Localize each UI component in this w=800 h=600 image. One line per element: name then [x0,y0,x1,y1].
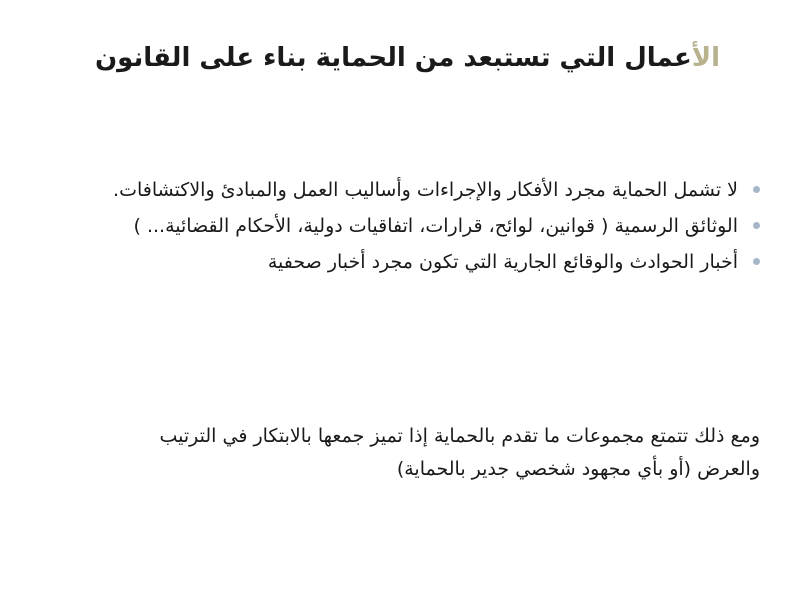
slide-title [60,38,720,78]
bullet-item [100,245,760,279]
bullet-text: لا تشمل الحماية مجرد الأفكار والإجراءات وأساليب العمل والمبادئ والاكتشافات. [113,179,738,201]
title-text: أعمال التي تستبعد من الحماية بناء على القانون [94,43,692,73]
bullet-dot-icon [753,222,760,229]
bullet-text: أخبار الحوادث والوقائع الجارية التي تكون مجرد أخبار صحفية [267,251,738,273]
bullet-list [100,173,760,281]
closing-note: ومع ذلك تتمتع مجموعات ما تقدم بالحماية إذا تميز جمعها بالابتكار في الترتيب والعرض (أو بأي مجهود شخصي جدير بالحماية) [159,425,760,480]
bullet-item [100,173,760,207]
bullet-item [100,209,760,243]
bullet-dot-icon [753,258,760,265]
bullet-dot-icon [753,186,760,193]
title-accent: ال [691,43,720,73]
bullet-text: الوثائق الرسمية ( قوانين، لوائح، قرارات، اتفاقيات دولية، الأحكام القضائية... ) [133,215,738,237]
